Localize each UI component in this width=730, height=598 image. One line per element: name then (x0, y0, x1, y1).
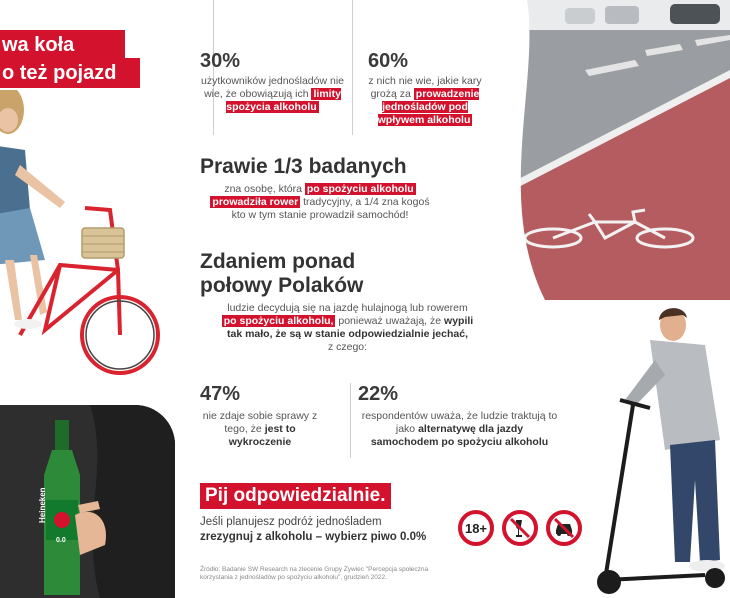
section1-body: zna osobę, która po spożyciu alkoholu prowadziła rower tradycyjny, a 1/4 zna kogoś kto w tym stanie prowadził samochód! (212, 183, 430, 221)
stat-number: 30% (200, 50, 241, 72)
stat-47 (195, 383, 325, 449)
title-banner-line2: o też pojazd (0, 58, 140, 88)
divider (350, 383, 351, 458)
stat-text: respondentów uważa, że ludzie traktują to jako alternatywę dla jazdy samochodem po spożyciu alkoholu (361, 410, 558, 448)
stat-60 (360, 50, 490, 127)
section1-heading: Prawie 1/3 badanych (200, 155, 407, 178)
no-driving-icon (546, 510, 582, 546)
stat-number: 47% (200, 383, 241, 405)
cta-text: Jeśli planujesz podróż jednośladem zrezygnuj z alkoholu – wybierz piwo 0.0% (200, 516, 427, 543)
beer-brand-label: Heineken (38, 487, 47, 523)
no-drinking-icon (502, 510, 538, 546)
road-photo (505, 0, 730, 300)
source-note: Źródło: Badanie SW Research na zlecenie Grupy Żywiec "Percepcja społeczna korzystania z jednośladów po spożyciu alkoholu", grudzień 2022. (200, 566, 429, 581)
beer-photo (0, 405, 175, 598)
stat-text: z nich nie wie, jakie kary grożą za prowadzenie jednośladów pod wpływem alkoholu (368, 75, 482, 126)
cyclist-photo (0, 90, 165, 375)
stat-22 (352, 383, 567, 449)
stat-number: 22% (358, 383, 399, 405)
stat-highlight: limity spożycia alkoholu (226, 88, 341, 113)
section2-body: ludzie decydują się na jazdę hulajnogą lub rowerem po spożyciu alkoholu, ponieważ uważają, że wypili tak mało, że są w stanie odpowiedzialnie jechać, z czego: (223, 302, 474, 353)
stat-30 (195, 50, 350, 114)
scooter-rider-photo (595, 300, 730, 598)
cta-title: Pij odpowiedzialnie. (200, 483, 391, 509)
beer-variant-label: 0.0 (56, 537, 66, 544)
stat-number: 60% (368, 50, 409, 72)
stat-text: użytkowników jednośladów nie wie, że obowiązują ich limity spożycia alkoholu (201, 75, 344, 113)
title-banner-line1: wa koła (0, 30, 125, 60)
18-plus-icon: 18+ (458, 510, 494, 546)
section2-heading: Zdaniem ponad połowy Polaków (200, 250, 364, 297)
stat-highlight: prowadzenie jednośladów pod wpływem alkoholu (377, 88, 480, 126)
divider (352, 0, 353, 135)
stat-text: nie zdaje sobie sprawy z tego, że jest to wykroczenie (202, 410, 318, 448)
